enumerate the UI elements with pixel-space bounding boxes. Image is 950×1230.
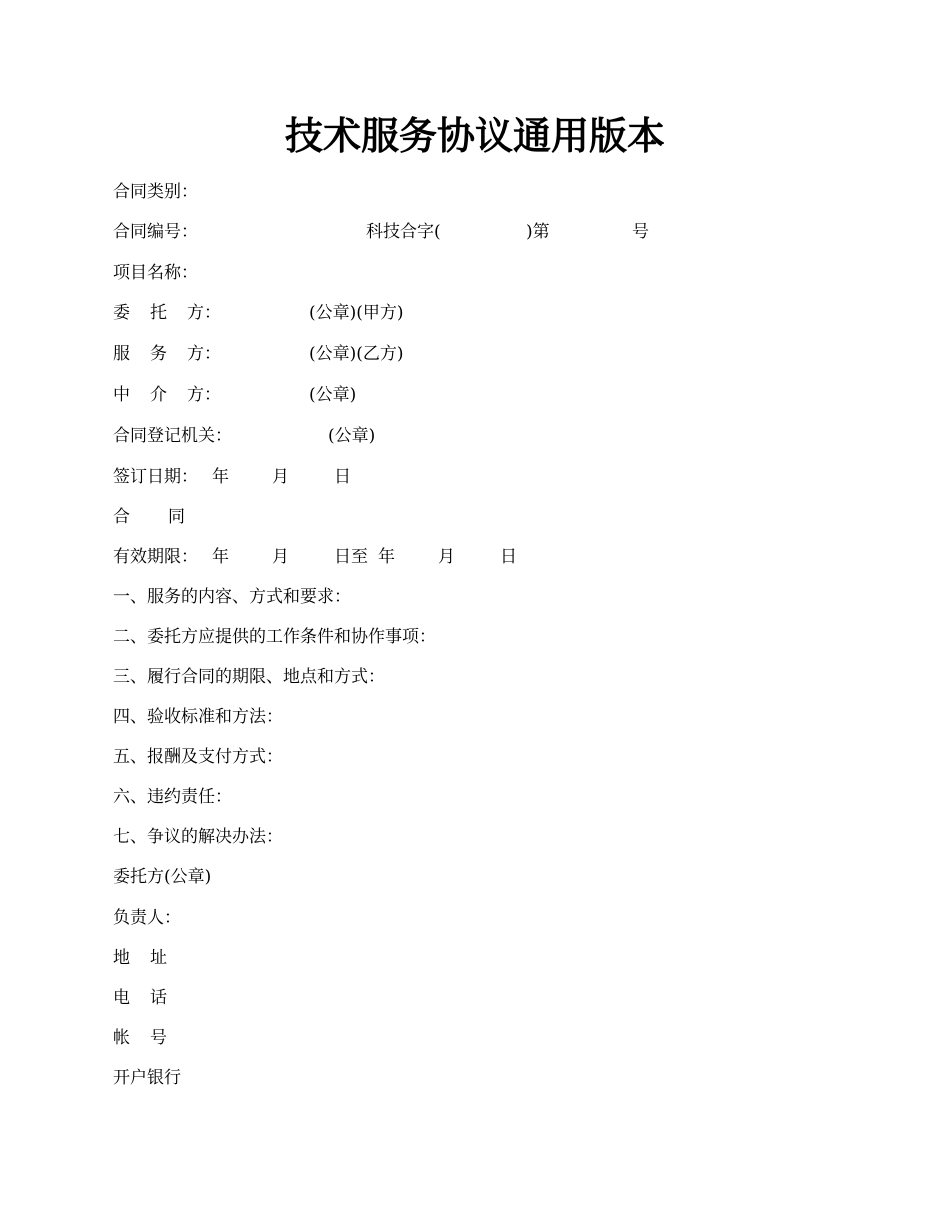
valid-end-day: 日 — [500, 547, 517, 567]
client-label-char-1: 委 — [113, 303, 130, 323]
provider-label-char-1: 服 — [113, 344, 130, 364]
phone-label-char-1: 电 — [113, 988, 130, 1008]
valid-period-label: 有效期限： — [113, 547, 198, 567]
valid-start-day-to: 日至 — [334, 547, 368, 567]
registry-seal: (公章) — [328, 426, 376, 446]
contract-no-label: 合同编号： — [113, 222, 198, 242]
agent-label-char-1: 中 — [113, 385, 130, 405]
section-2: 二、委托方应提供的工作条件和协作事项： — [113, 627, 436, 647]
valid-start-year: 年 — [212, 547, 229, 567]
sign-date-label: 签订日期： — [113, 467, 198, 487]
address-label-char-2: 址 — [150, 948, 167, 968]
valid-start-month: 月 — [272, 547, 289, 567]
section-1: 一、服务的内容、方式和要求： — [113, 587, 351, 607]
project-name-label: 项目名称： — [113, 263, 198, 283]
document-title: 技术服务协议通用版本 — [284, 113, 665, 158]
contract-type-label: 合同类别： — [113, 182, 198, 202]
contract-char-1: 合 — [113, 507, 130, 527]
registry-label: 合同登记机关： — [113, 426, 232, 446]
valid-end-month: 月 — [438, 547, 455, 567]
sign-date-day: 日 — [334, 467, 351, 487]
client-label-char-2: 托 — [150, 303, 167, 323]
provider-label-char-2: 务 — [150, 344, 167, 364]
sign-date-year: 年 — [212, 467, 229, 487]
contract-no-prefix: 科技合字( — [366, 222, 441, 242]
agent-label-char-3: 方： — [187, 385, 221, 405]
client-seal: (公章)(甲方) — [309, 303, 404, 323]
section-7: 七、争议的解决办法： — [113, 827, 283, 847]
signature-responsible: 负责人： — [113, 908, 181, 928]
section-3: 三、履行合同的期限、地点和方式： — [113, 667, 385, 687]
provider-label-char-3: 方： — [187, 344, 221, 364]
agent-seal: (公章) — [309, 385, 357, 405]
contract-char-2: 同 — [168, 507, 185, 527]
valid-end-year: 年 — [378, 547, 395, 567]
section-4: 四、验收标准和方法： — [113, 707, 283, 727]
contract-no-mid: )第 — [526, 222, 550, 242]
agent-label-char-2: 介 — [150, 385, 167, 405]
bank-label: 开户银行 — [113, 1068, 181, 1088]
account-label-char-2: 号 — [150, 1028, 167, 1048]
phone-label-char-2: 话 — [150, 988, 167, 1008]
signature-client-seal: 委托方(公章) — [113, 867, 212, 887]
sign-date-month: 月 — [272, 467, 289, 487]
client-label-char-3: 方： — [187, 303, 221, 323]
section-5: 五、报酬及支付方式： — [113, 747, 283, 767]
account-label-char-1: 帐 — [113, 1028, 130, 1048]
address-label-char-1: 地 — [113, 948, 130, 968]
section-6: 六、违约责任： — [113, 787, 232, 807]
contract-no-suffix: 号 — [632, 222, 649, 242]
provider-seal: (公章)(乙方) — [309, 344, 404, 364]
